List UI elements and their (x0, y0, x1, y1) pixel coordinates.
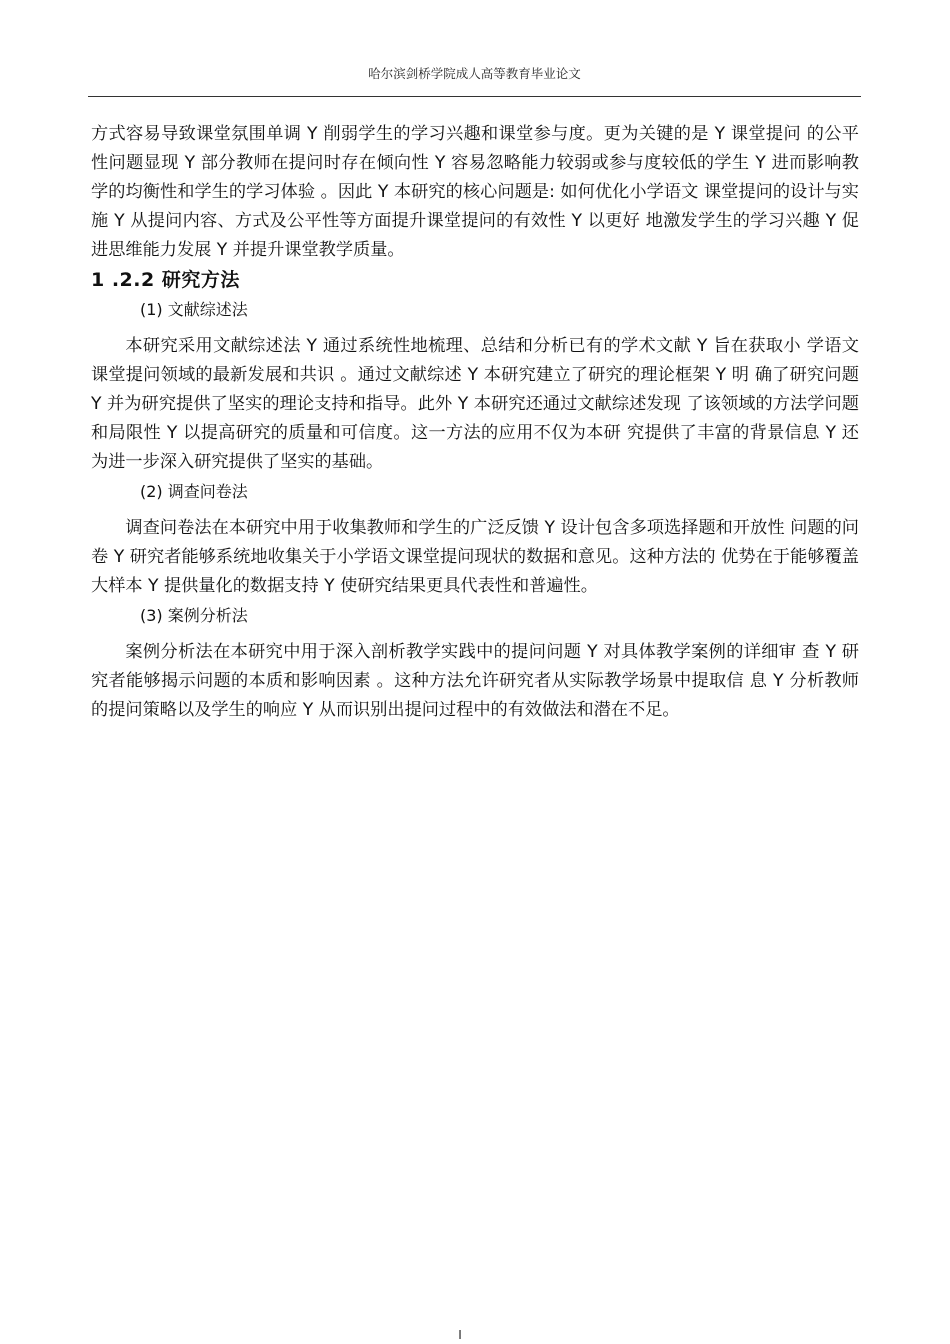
intro-paragraph: 方式容易导致课堂氛围单调 Y 削弱学生的学习兴趣和课堂参与度。更为关键的是 Y 课堂提问 的公平性问题显现 Y 部分教师在提问时存在倾向性 Y 容易忽略能力较弱或参与度较低的学生 Y 进而影响教学的均衡性和学生的学习体验 。因此 Y 本研究的核心问题是: 如何优化小学语文 课堂提问的设计与实施 Y 从提问内容、方式及公平性等方面提升课堂提问的有效性 Y 以更好 地激发学生的学习兴趣 Y 促进思维能力发展 Y 并提升课堂教学质量。 (91, 124, 859, 260)
section-heading: 1 .2.2 研究方法 (91, 269, 240, 291)
subheading-literature-review: (1) 文献综述法 (140, 300, 248, 319)
document-body (91, 120, 859, 725)
page-header (88, 64, 861, 97)
paragraph-questionnaire: 调查问卷法在本研究中用于收集教师和学生的广泛反馈 Y 设计包含多项选择题和开放性 问题的问卷 Y 研究者能够系统地收集关于小学语文课堂提问现状的数据和意见。这种方法的 优势在于能够覆盖大样本 Y 提供量化的数据支持 Y 使研究结果更具代表性和普遍性。 (91, 518, 859, 596)
method-block-literature-review (91, 296, 859, 477)
header-title: 哈尔滨剑桥学院成人高等教育毕业论文 (368, 66, 581, 81)
method-block-case-study (91, 602, 859, 725)
paragraph-literature-review: 本研究采用文献综述法 Y 通过系统性地梳理、总结和分析已有的学术文献 Y 旨在获取小 学语文课堂提问领域的最新发展和共识 。通过文献综述 Y 本研究建立了研究的理论框架 Y 明 确了研究问题 Y 并为研究提供了坚实的理论支持和指导。此外 Y 本研究还通过文献综述发现 了该领域的方法学问题和局限性 Y 以提高研究的质量和可信度。这一方法的应用不仅为本研 究提供了丰富的背景信息 Y 还为进一步深入研究提供了坚实的基础。 (91, 336, 859, 472)
subheading-case-study: (3) 案例分析法 (140, 606, 248, 625)
subheading-questionnaire: (2) 调查问卷法 (140, 482, 248, 501)
paragraph-case-study: 案例分析法在本研究中用于深入剖析教学实践中的提问问题 Y 对具体教学案例的详细审 查 Y 研究者能够揭示问题的本质和影响因素 。这种方法允许研究者从实际教学场景中提取信 息 Y 分析教师的提问策略以及学生的响应 Y 从而识别出提问过程中的有效做法和潜在不足。 (91, 642, 859, 720)
page-number: I (458, 1328, 462, 1342)
method-block-questionnaire (91, 478, 859, 601)
